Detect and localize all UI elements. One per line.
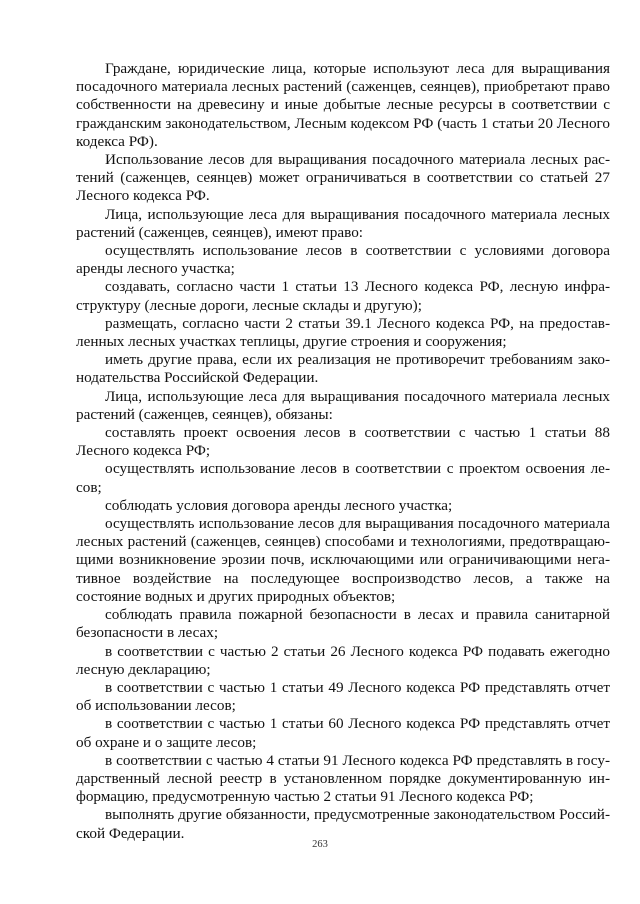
paragraph-10: осуществлять использование лесов в соответствии с проектом освоения лесов; — [76, 460, 610, 496]
paragraph-5: создавать, согласно части 1 статьи 13 Лесного кодекса РФ, лесную инфраструктуру (лесные дороги, лесные склады и другую); — [76, 278, 610, 314]
paragraph-8: Лица, использующие леса для выращивания посадочного материала лесных растений (саженцев, сеянцев), обязаны: — [76, 387, 610, 423]
page-number: 263 — [312, 839, 328, 850]
paragraph-3: Лица, использующие леса для выращивания посадочного материала лесных растений (саженцев, сеянцев), имеют право: — [76, 205, 610, 241]
paragraph-4: осуществлять использование лесов в соответствии с условиями договора аренды лесного участка; — [76, 242, 610, 278]
paragraph-9: составлять проект освоения лесов в соответствии с частью 1 статьи 88 Лесного кодекса РФ; — [76, 424, 610, 460]
paragraph-2: Использование лесов для выращивания посадочного материала лесных растений (саженцев, сеянцев) может ограничиваться в соответствии со статьей 27 Лесного кодекса РФ. — [76, 151, 610, 205]
paragraph-14: в соответствии с частью 2 статьи 26 Лесного кодекса РФ подавать ежегодно лесную декларацию; — [76, 642, 610, 678]
paragraph-15: в соответствии с частью 1 статьи 49 Лесного кодекса РФ представлять отчет об использовании лесов; — [76, 678, 610, 715]
paragraph-18: выполнять другие обязанности, предусмотренные законодательством Российской Федерации. — [76, 806, 610, 842]
paragraph-6: размещать, согласно части 2 статьи 39.1 Лесного кодекса РФ, на предоставленных лесных участках теплицы, другие строения и сооружения; — [76, 314, 610, 351]
paragraph-1: Граждане, юридические лица, которые используют леса для выращивания посадочного материала лесных растений (саженцев, сеянцев), приобретают право собственности на древесину и иные добытые лесные ресурсы в соответствии с гражданским законодательством, Лесным кодексом РФ (часть 1 статьи 20 Лесного кодекса РФ). — [76, 60, 610, 150]
paragraph-17: в соответствии с частью 4 статьи 91 Лесного кодекса РФ представлять в государственный лесной реестр в установленном порядке документированную информацию, предусмотренную частью 2 статьи 91 Лесного кодекса РФ; — [76, 751, 610, 806]
paragraph-12: осуществлять использование лесов для выращивания посадочного материала лесных растений (саженцев, сеянцев) способами и технологиями, предотвращающими возникновение эрозии почв, исключающими или ограничивающими негативное воздействие на последующее воспроизводство лесов, а также на состояние водных и других природных объектов; — [76, 515, 610, 605]
body-text — [76, 60, 610, 843]
paragraph-11: соблюдать условия договора аренды лесного участка; — [105, 496, 453, 514]
paragraph-7: иметь другие права, если их реализация не противоречит требованиям законодательства Российской Федерации. — [76, 351, 610, 387]
paragraph-16: в соответствии с частью 1 статьи 60 Лесного кодекса РФ представлять отчет об охране и о защите лесов; — [76, 715, 610, 751]
paragraph-13: соблюдать правила пожарной безопасности в лесах и правила санитарной безопасности в лесах; — [76, 606, 610, 642]
